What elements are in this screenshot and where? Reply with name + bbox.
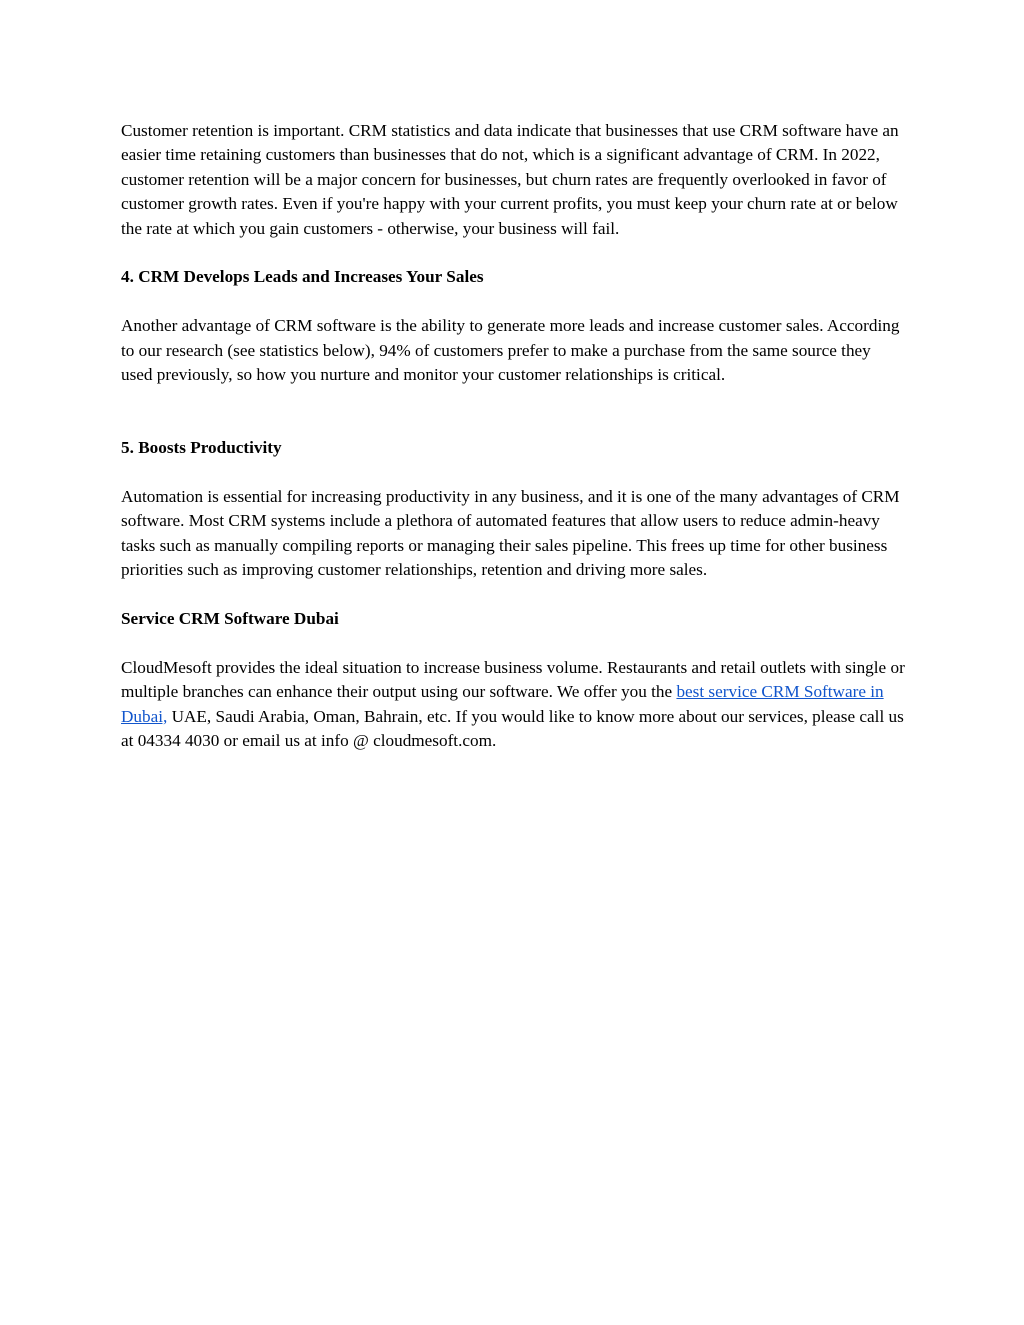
heading-crm-develops-leads: 4. CRM Develops Leads and Increases Your Sales [121, 267, 484, 287]
paragraph-leads-sales: Another advantage of CRM software is the ability to generate more leads and increase customer sales. According to our research (see statistics below), 94% of customers prefer to make a purchase from the same source they used previously, so how you nurture and monitor your customer relationships is critical. [121, 316, 900, 385]
paragraph-automation: Automation is essential for increasing productivity in any business, and it is one of the many advantages of CRM software. Most CRM systems include a plethora of automated features that allow users to reduce admin-heavy tasks such as manually compiling reports or managing their sales pipeline. This frees up time for other business priorities such as improving customer relationships, retention and driving more sales. [121, 487, 900, 580]
paragraph-text-after-link: UAE, Saudi Arabia, Oman, Bahrain, etc. If you would like to know more about our services, please call us at 04334 4030 or email us at info @ cloudmesoft.com. [121, 706, 904, 751]
heading-boosts-productivity: 5. Boosts Productivity [121, 438, 282, 458]
spacer [121, 583, 906, 607]
spacer [121, 241, 906, 265]
document-page [121, 119, 906, 753]
spacer [121, 461, 906, 485]
paragraph-customer-retention: Customer retention is important. CRM statistics and data indicate that businesses that use CRM software have an easier time retaining customers than businesses that do not, which is a significant advantage of CRM. In 2022, customer retention will be a major concern for businesses, but churn rates are frequently overlooked in favor of customer growth rates. Even if you're happy with your current profits, you must keep your churn rate at or below the rate at which you gain customers - otherwise, your business will fail. [121, 121, 899, 238]
spacer [121, 631, 906, 655]
paragraph-text-before-link: CloudMesoft provides the ideal situation to increase business volume. Restaurants and retail outlets with single or multiple branches can enhance their output using our software. We offer you the [121, 657, 905, 702]
spacer [121, 290, 906, 314]
best-service-crm-link[interactable]: best service CRM Software in Dubai, [121, 682, 884, 726]
paragraph-cloudmesoft [121, 656, 906, 754]
spacer [121, 387, 906, 436]
heading-service-crm-dubai: Service CRM Software Dubai [121, 609, 339, 629]
